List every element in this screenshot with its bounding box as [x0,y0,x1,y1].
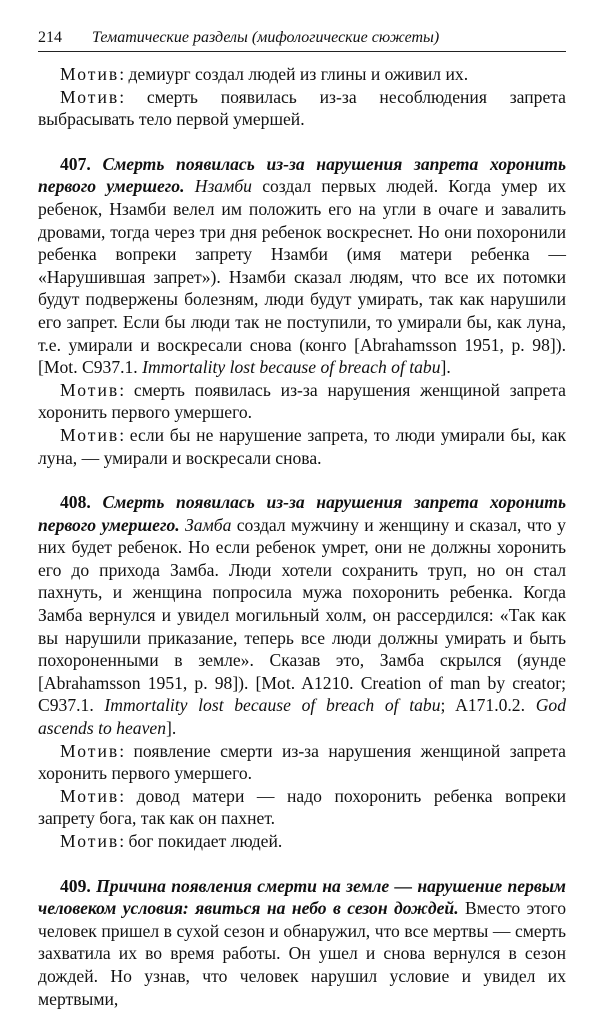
entry-title: Смерть появилась из-за нарушения запрета хоронить первого умершего. [38,492,566,535]
entry-408 [38,491,566,740]
deity-name: Замба [184,514,232,535]
page-number: 214 [38,29,62,46]
entry-number: 409. [60,875,91,896]
entry-title: Смерть появилась из-за нарушения запрета хоронить первого умершего. [38,153,566,197]
motif-label: Мотив [60,64,120,84]
motif-text: : бог покидает людей. [119,831,283,851]
entry-body: создал мужчину и женщину и сказал, что у них будет ребенок. Но если ребенок умрет, они не должны хоронить его до прихода Замба. Люди хотели сохранить труп, но он стал пахнуть, и женщина попросила мужа похоронить ребенка. Когда Замба вернулся и увидел могильный холм, он рассердился: «Так как вы нарушили приказание, теперь все люди должны умирать и быть похороненными в земле». Сказав это, Замба скрылся (яунде [Abrahamsson 1951, p. 98]). [Mot. A1210. Creation of man by creator; C937.1. [38,514,566,716]
motif-label: Мотив [60,785,120,806]
motif-text: : появление смерти из-за нарушения женщиной запрета хоронить первого умершего. [38,740,566,784]
motif-text: : демиург создал людей из глины и оживил их. [119,64,469,84]
entry-body: создал первых людей. Когда умер их ребенок, Нзамби велел им положить его на угли в очаге и завалить дровами, тогда через три дня ребенок воскреснет. Но они похоронили ребенка вопреки запрету Нзамби (имя матери ребенка — «Нарушившая запрет»). Нзамби сказал людям, что все их потомки будут подвержены болезням, люди будут умирать, так как нарушили его запрет. Если бы люди так не поступили, то умирали бы, как луна, т.е. умирали и воскресали снова (конго [Abrahamsson 1951, p. 98]). [Mot. C937.1. [38,176,566,378]
motif-reference: God ascends to heaven [38,695,566,739]
entry-body: Вместо этого человек пришел в сухой сезон и обнаружил, что все мертвы — смерть захватила их во время работы. Он ушел и снова вернулся в сезон дождей. Но узнав, что человек нарушил условие и увидел их мертвыми, [38,898,566,1009]
motif-paragraph [38,63,566,86]
entry-title: Причина появления смерти на земле — нарушение первым человеком условия: явиться на небо в сезон дождей. [38,875,566,919]
motif-label: Мотив [60,831,120,851]
motif-reference: Immortality lost because of breach of tabu [104,695,441,716]
entry-number: 408. [60,492,91,513]
motif-text: : смерть появилась из-за нарушения женщиной запрета хоронить первого умершего. [38,379,566,423]
motif-paragraph [38,86,566,131]
entry-number: 407. [60,153,91,174]
deity-name: Нзамби [194,176,252,197]
motif-reference: Immortality lost because of breach of tabu [142,357,441,378]
running-title: Тематические разделы (мифологические сюжеты) [92,29,440,46]
motif-label: Мотив [60,379,120,400]
reference-end: ]. [440,357,451,378]
entry-409 [38,875,566,1010]
motif-paragraph [38,785,566,830]
reference-end: ]. [166,718,177,739]
motif-label: Мотив [60,424,120,445]
motif-paragraph [38,424,566,469]
motif-label: Мотив [60,86,120,107]
motif-paragraph [38,740,566,785]
motif-paragraph [38,379,566,424]
reference-separator: ; A171.0.2. [440,695,536,716]
motif-text: : если бы не нарушение запрета, то люди умирали бы, как луна, — умирали и воскресали снова. [38,424,566,468]
entry-407 [38,153,566,379]
motif-text: : смерть появилась из-за несоблюдения запрета выбрасывать тело первой умершей. [38,86,566,130]
running-header [38,28,566,52]
motif-text: : довод матери — надо похоронить ребенка вопреки запрету бога, так как он пахнет. [38,785,566,829]
motif-label: Мотив [60,740,120,761]
motif-paragraph [38,830,566,853]
